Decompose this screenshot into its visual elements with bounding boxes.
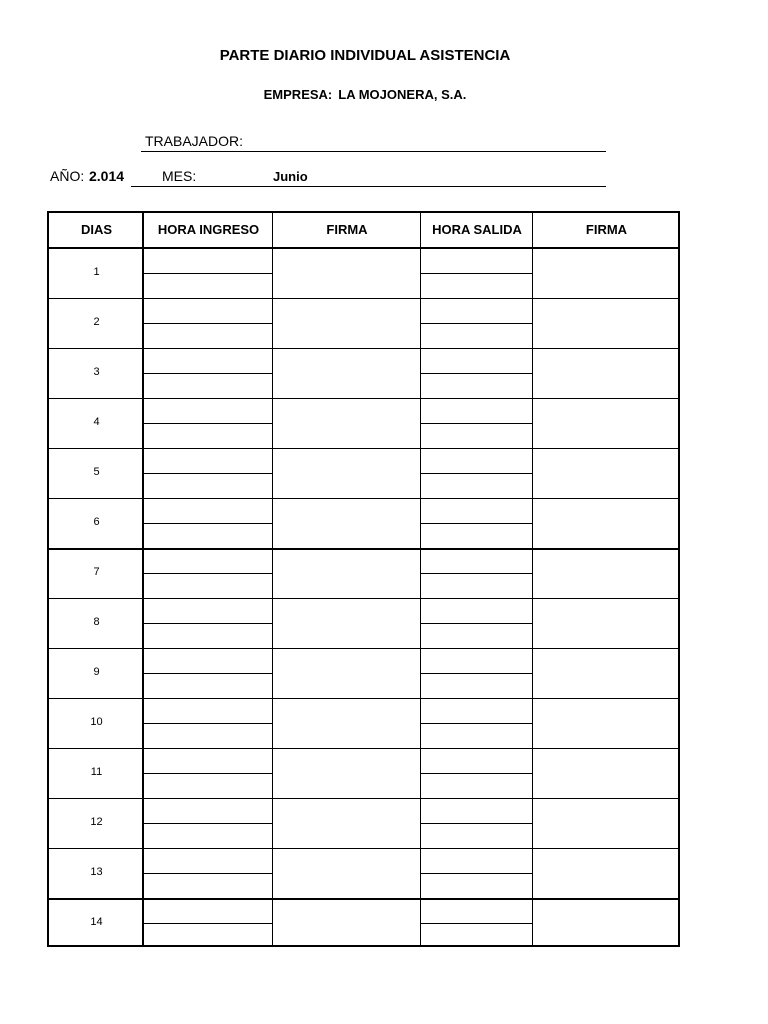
column-divider bbox=[532, 213, 533, 945]
day-number: 9 bbox=[93, 666, 100, 678]
hora-ingreso-split-line bbox=[144, 473, 272, 474]
hora-salida-split-line bbox=[421, 873, 532, 874]
header-dias: DIAS bbox=[80, 222, 113, 237]
month-value: Junio bbox=[273, 169, 308, 184]
hora-salida-split-line bbox=[421, 673, 532, 674]
company-name: LA MOJONERA, S.A. bbox=[338, 87, 467, 102]
hora-ingreso-split-line bbox=[144, 523, 272, 524]
row-divider bbox=[49, 598, 678, 599]
header-hora-ingreso: HORA INGRESO bbox=[157, 222, 260, 237]
day-number: 7 bbox=[93, 566, 100, 578]
column-divider bbox=[272, 213, 273, 945]
hora-ingreso-split-line bbox=[144, 673, 272, 674]
day-number: 14 bbox=[90, 916, 103, 928]
hora-salida-split-line bbox=[421, 923, 532, 924]
hora-salida-split-line bbox=[421, 523, 532, 524]
company-label: EMPRESA: bbox=[263, 87, 333, 102]
row-divider bbox=[49, 898, 678, 900]
hora-salida-split-line bbox=[421, 473, 532, 474]
year-value: 2.014 bbox=[89, 168, 125, 184]
row-divider bbox=[49, 698, 678, 699]
hora-salida-split-line bbox=[421, 773, 532, 774]
row-divider bbox=[49, 348, 678, 349]
day-number: 8 bbox=[93, 616, 100, 628]
hora-salida-split-line bbox=[421, 373, 532, 374]
day-number: 2 bbox=[93, 316, 100, 328]
hora-ingreso-split-line bbox=[144, 323, 272, 324]
month-label: MES: bbox=[162, 168, 197, 184]
hora-salida-split-line bbox=[421, 823, 532, 824]
day-number: 1 bbox=[93, 266, 100, 278]
hora-ingreso-split-line bbox=[144, 373, 272, 374]
hora-salida-split-line bbox=[421, 723, 532, 724]
hora-salida-split-line bbox=[421, 623, 532, 624]
day-number: 12 bbox=[90, 816, 103, 828]
hora-ingreso-split-line bbox=[144, 773, 272, 774]
hora-ingreso-split-line bbox=[144, 573, 272, 574]
day-number: 4 bbox=[93, 416, 100, 428]
worker-field-line[interactable] bbox=[141, 151, 606, 152]
hora-salida-split-line bbox=[421, 273, 532, 274]
day-number: 3 bbox=[93, 366, 100, 378]
day-number: 5 bbox=[93, 466, 100, 478]
company-line bbox=[0, 87, 730, 102]
hora-ingreso-split-line bbox=[144, 823, 272, 824]
hora-ingreso-split-line bbox=[144, 423, 272, 424]
row-divider bbox=[49, 498, 678, 499]
header-hora-salida: HORA SALIDA bbox=[432, 222, 522, 237]
hora-salida-split-line bbox=[421, 573, 532, 574]
row-divider bbox=[49, 798, 678, 799]
attendance-table bbox=[47, 211, 680, 947]
day-number: 10 bbox=[90, 716, 103, 728]
worker-label: TRABAJADOR: bbox=[145, 133, 244, 149]
hora-ingreso-split-line bbox=[144, 623, 272, 624]
row-divider bbox=[49, 398, 678, 399]
day-number: 6 bbox=[93, 516, 100, 528]
hora-ingreso-split-line bbox=[144, 923, 272, 924]
row-divider bbox=[49, 298, 678, 299]
hora-salida-split-line bbox=[421, 323, 532, 324]
hora-ingreso-split-line bbox=[144, 723, 272, 724]
row-divider bbox=[49, 648, 678, 649]
hora-ingreso-split-line bbox=[144, 873, 272, 874]
month-field-line bbox=[131, 186, 606, 187]
row-divider bbox=[49, 748, 678, 749]
header-firma-salida: FIRMA bbox=[585, 222, 628, 237]
header-firma-ingreso: FIRMA bbox=[326, 222, 368, 237]
day-number: 11 bbox=[90, 766, 103, 778]
hora-ingreso-split-line bbox=[144, 273, 272, 274]
hora-salida-split-line bbox=[421, 423, 532, 424]
day-number: 13 bbox=[90, 866, 103, 878]
document-title: PARTE DIARIO INDIVIDUAL ASISTENCIA bbox=[219, 47, 511, 64]
row-divider bbox=[49, 848, 678, 849]
row-divider bbox=[49, 448, 678, 449]
row-divider bbox=[49, 548, 678, 550]
year-label: AÑO: bbox=[50, 168, 85, 184]
